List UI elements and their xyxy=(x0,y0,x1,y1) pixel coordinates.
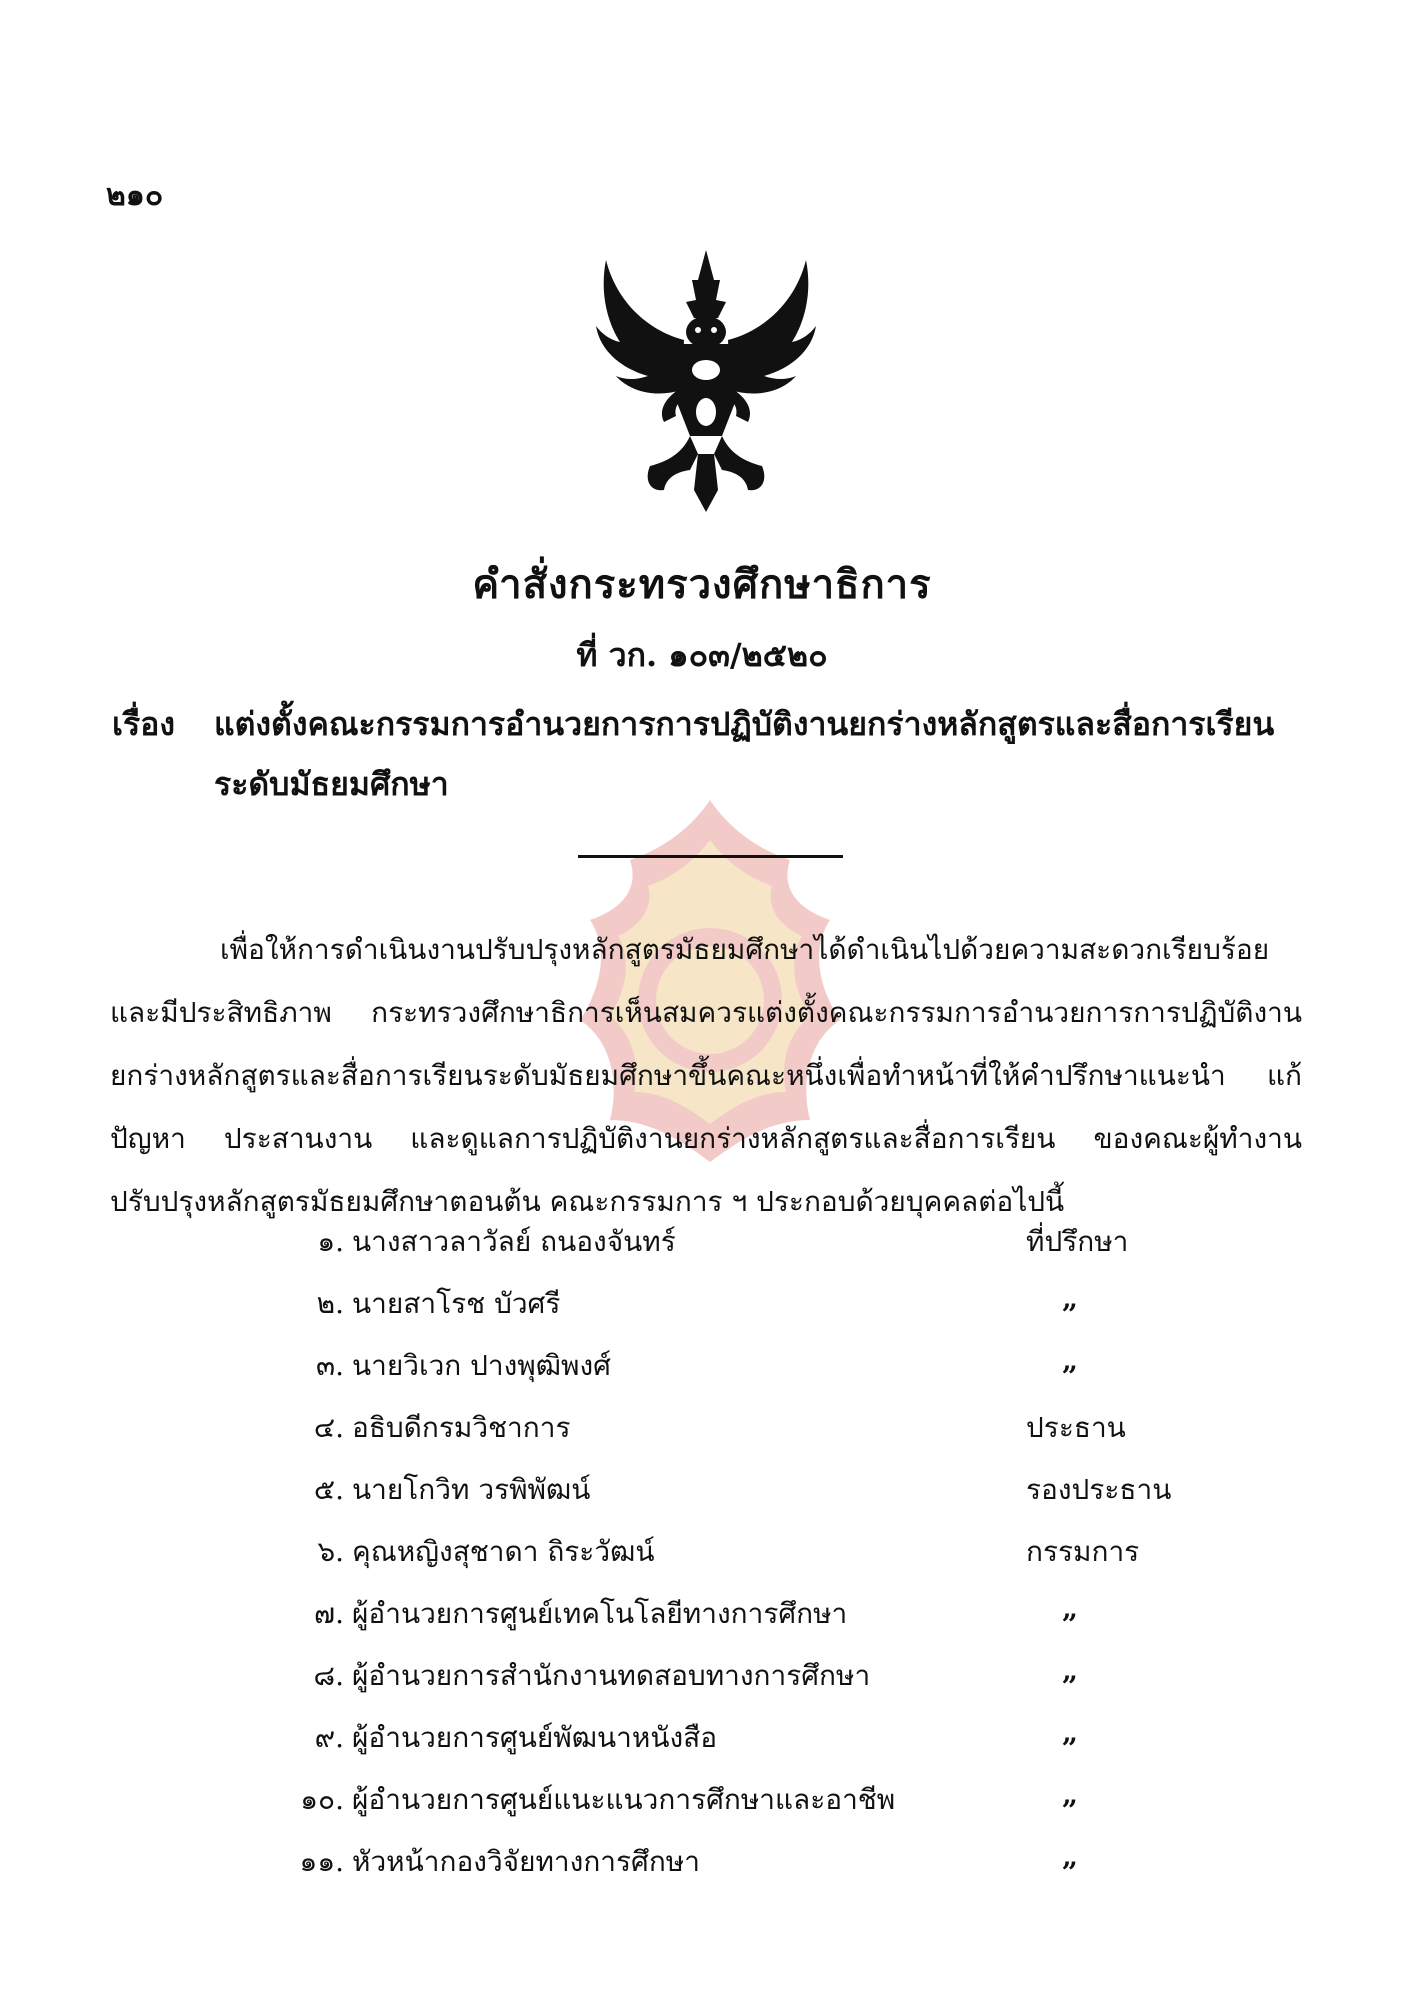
member-row xyxy=(0,1778,1404,1841)
member-role: ที่ปรึกษา xyxy=(1026,1225,1129,1258)
member-row xyxy=(0,1282,1404,1345)
member-role: „ xyxy=(1062,1344,1079,1377)
member-role: „ xyxy=(1062,1654,1079,1687)
member-row xyxy=(0,1530,1404,1593)
member-name: นายสาโรช บัวศรี xyxy=(352,1287,561,1320)
member-number: ๗. xyxy=(314,1597,344,1630)
member-role: „ xyxy=(1062,1592,1079,1625)
member-row xyxy=(0,1840,1404,1903)
member-row xyxy=(0,1716,1404,1779)
document-title: คำสั่งกระทรวงศึกษาธิการ xyxy=(472,561,932,608)
member-name: คุณหญิงสุชาดา ถิระวัฒน์ xyxy=(352,1535,655,1568)
member-name: ผู้อำนวยการศูนย์พัฒนาหนังสือ xyxy=(352,1721,718,1754)
member-number: ๑๐. xyxy=(300,1783,344,1816)
member-row xyxy=(0,1468,1404,1531)
member-role: ประธาน xyxy=(1026,1411,1126,1444)
member-name: นางสาวลาวัลย์ ถนองจันทร์ xyxy=(352,1225,676,1258)
page-number: ๒๑๐ xyxy=(106,178,164,213)
member-row xyxy=(0,1406,1404,1469)
member-row xyxy=(0,1592,1404,1655)
member-name: ผู้อำนวยการศูนย์เทคโนโลยีทางการศึกษา xyxy=(352,1597,848,1630)
order-number: ที่ วก. ๑๐๓/๒๕๒๐ xyxy=(576,636,828,674)
member-number: ๔. xyxy=(313,1411,344,1444)
member-number: ๘. xyxy=(313,1659,344,1692)
member-name: หัวหน้ากองวิจัยทางการศึกษา xyxy=(352,1845,700,1878)
member-number: ๒. xyxy=(316,1287,344,1320)
member-name: นายโกวิท วรพิพัฒน์ xyxy=(352,1473,591,1506)
member-name: ผู้อำนวยการศูนย์แนะแนวการศึกษาและอาชีพ xyxy=(352,1783,896,1816)
member-name: อธิบดีกรมวิชาการ xyxy=(352,1411,571,1444)
member-number: ๑๑. xyxy=(299,1845,344,1878)
member-role: „ xyxy=(1062,1282,1079,1315)
member-number: ๓. xyxy=(315,1349,344,1382)
member-number: ๑. xyxy=(317,1225,344,1258)
member-number: ๙. xyxy=(314,1721,344,1754)
member-role: กรรมการ xyxy=(1026,1535,1140,1568)
subject-label: เรื่อง xyxy=(112,705,175,743)
member-name: ผู้อำนวยการสำนักงานทดสอบทางการศึกษา xyxy=(352,1659,871,1692)
member-row xyxy=(0,1220,1404,1283)
body-text xyxy=(110,918,1302,1233)
body-paragraph: เพื่อให้การดำเนินงานปรับปรุงหลักสูตรมัธยมศึกษาได้ดำเนินไปด้วยความสะดวกเรียบร้อย และมีประสิทธิภาพ กระทรวงศึกษาธิการเห็นสมควรแต่งตั้งคณะกรรมการอำนวยการการปฏิบัติงาน ยกร่างหลักสูตรและสื่อการเรียนระดับมัธยมศึกษาขึ้นคณะหนึ่งเพื่อทำหน้าที่ให้คำปรึกษาแนะนำ แก้ปัญหา ประสานงาน และดูแลการปฏิบัติงานยกร่างหลักสูตรและสื่อการเรียน ของคณะผู้ทำงาน ปรับปรุงหลักสูตรมัธยมศึกษาตอนต้น คณะกรรมการ ฯ ประกอบด้วยบุคคลต่อไปนี้ xyxy=(110,933,1302,1218)
garuda-emblem-icon xyxy=(586,240,826,520)
member-role: „ xyxy=(1062,1778,1079,1811)
member-number: ๖. xyxy=(317,1535,344,1568)
subject xyxy=(112,694,1312,814)
member-role: รองประธาน xyxy=(1026,1473,1172,1506)
title-divider xyxy=(578,855,843,858)
subject-text-1: แต่งตั้งคณะกรรมการอำนวยการการปฏิบัติงานยกร่างหลักสูตรและสื่อการเรียน xyxy=(214,705,1275,743)
member-number: ๕. xyxy=(313,1473,344,1506)
member-row xyxy=(0,1344,1404,1407)
member-row xyxy=(0,1654,1404,1717)
member-role: „ xyxy=(1062,1716,1079,1749)
member-role: „ xyxy=(1062,1840,1079,1873)
member-name: นายวิเวก ปางพุฒิพงศ์ xyxy=(352,1349,611,1382)
subject-line-1 xyxy=(112,694,1312,754)
subject-line-2: ระดับมัธยมศึกษา xyxy=(214,765,449,803)
